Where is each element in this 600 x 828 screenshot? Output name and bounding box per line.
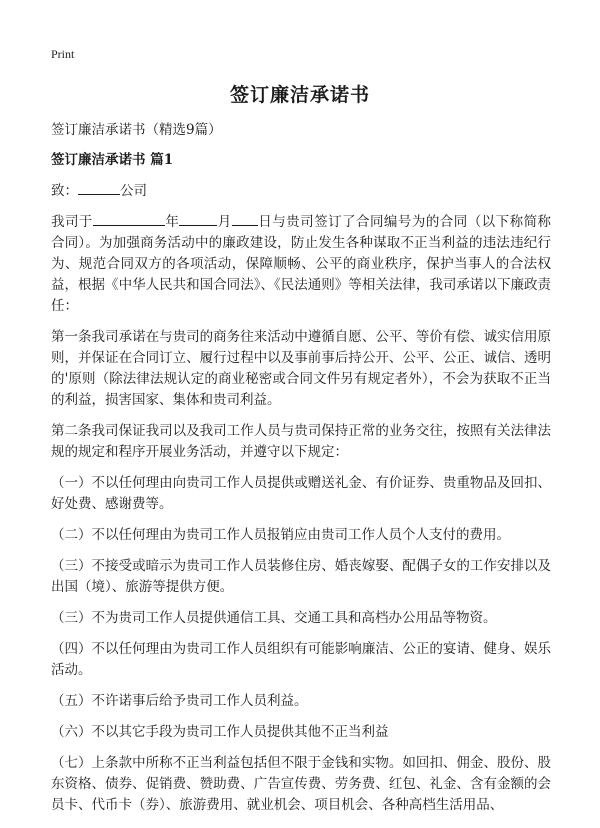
clause-2-paragraph: （二）不以任何理由为贵司工作人员报销应由贵司工作人员个人支付的费用。 <box>51 527 510 543</box>
clause-3-paragraph: （三）不接受或暗示为贵司工作人员装修住房、婚丧嫁娶、配偶子女的工作安排以及出国（境）、旅游等提供方便。 <box>51 558 551 595</box>
print-label: Print <box>51 47 75 61</box>
document-subtitle: 签订廉洁承诺书（精选9篇） <box>51 122 222 138</box>
month-blank <box>179 211 217 226</box>
intro-part-4: 日与贵司签订了合同编号为的合同（以下称简称合同）。为加强商务活动中的廉政建设，防止发生各种谋取不正当利益的违法违纪行为、规范合同双方的各项活动，保障顺畅、公平的商业秩序，保护当事人的合法权益，根据《中华人民共和国合同法》、《民法通则》等相关法律，我司承诺以下廉政责任： <box>51 214 552 314</box>
document-body <box>51 120 551 826</box>
intro-paragraph <box>51 211 551 317</box>
article-1-paragraph: 第一条我司承诺在与贵司的商务往来活动中遵循自愿、公平、等价有偿、诚实信用原则，并保证在合同订立、履行过程中以及事前事后持公开、公平、公正、诚信、透明的'原则（除法律法规认定的商业秘密或合同文件另有规定者外），不会为获取不正当的利益，损害国家、集体和贵司利益。 <box>51 329 551 408</box>
intro-part-1: 我司于 <box>51 214 93 230</box>
company-name-blank <box>78 180 120 195</box>
addressee-line <box>51 180 551 202</box>
document-title: 签订廉洁承诺书 <box>229 84 370 106</box>
intro-part-2: 年 <box>164 214 180 230</box>
addressee-prefix: 致： <box>51 183 78 199</box>
clause-5-paragraph: （五）不许诺事后给予贵司工作人员利益。 <box>51 693 308 709</box>
clause-7-paragraph: （七）上条款中所称不正当利益包括但不限于金钱和实物。如回扣、佣金、股份、股东资格、债券、促销费、赞助费、广告宣传费、劳务费、红包、礼金、含有金额的会员卡、代币卡（券）、旅游费用、就业机会、项目机会、各种高档生活用品、 <box>51 755 551 813</box>
clause-4-paragraph: （四）不以任何理由为贵司工作人员组织有可能影响廉洁、公正的宴请、健身、娱乐活动。 <box>51 641 551 678</box>
article-2-paragraph: 第二条我司保证我司以及我司工作人员与贵司保持正常的业务交往，按照有关法律法规的规定和程序开展业务活动，并遵守以下规定： <box>51 423 551 460</box>
day-blank <box>232 211 258 226</box>
addressee-suffix: 公司 <box>120 183 147 199</box>
year-blank <box>93 211 165 226</box>
clause-1-paragraph: （一）不以任何理由向贵司工作人员提供或赠送礼金、有价证券、贵重物品及回扣、好处费、感谢费等。 <box>51 475 551 512</box>
section-heading: 签订廉洁承诺书 篇1 <box>51 152 174 168</box>
intro-part-3: 月 <box>217 214 232 230</box>
clause-6-paragraph: （六）不以其它手段为贵司工作人员提供其他不正当利益 <box>51 724 389 740</box>
clause-3b-paragraph: （三）不为贵司工作人员提供通信工具、交通工具和高档办公用品等物资。 <box>51 610 497 626</box>
